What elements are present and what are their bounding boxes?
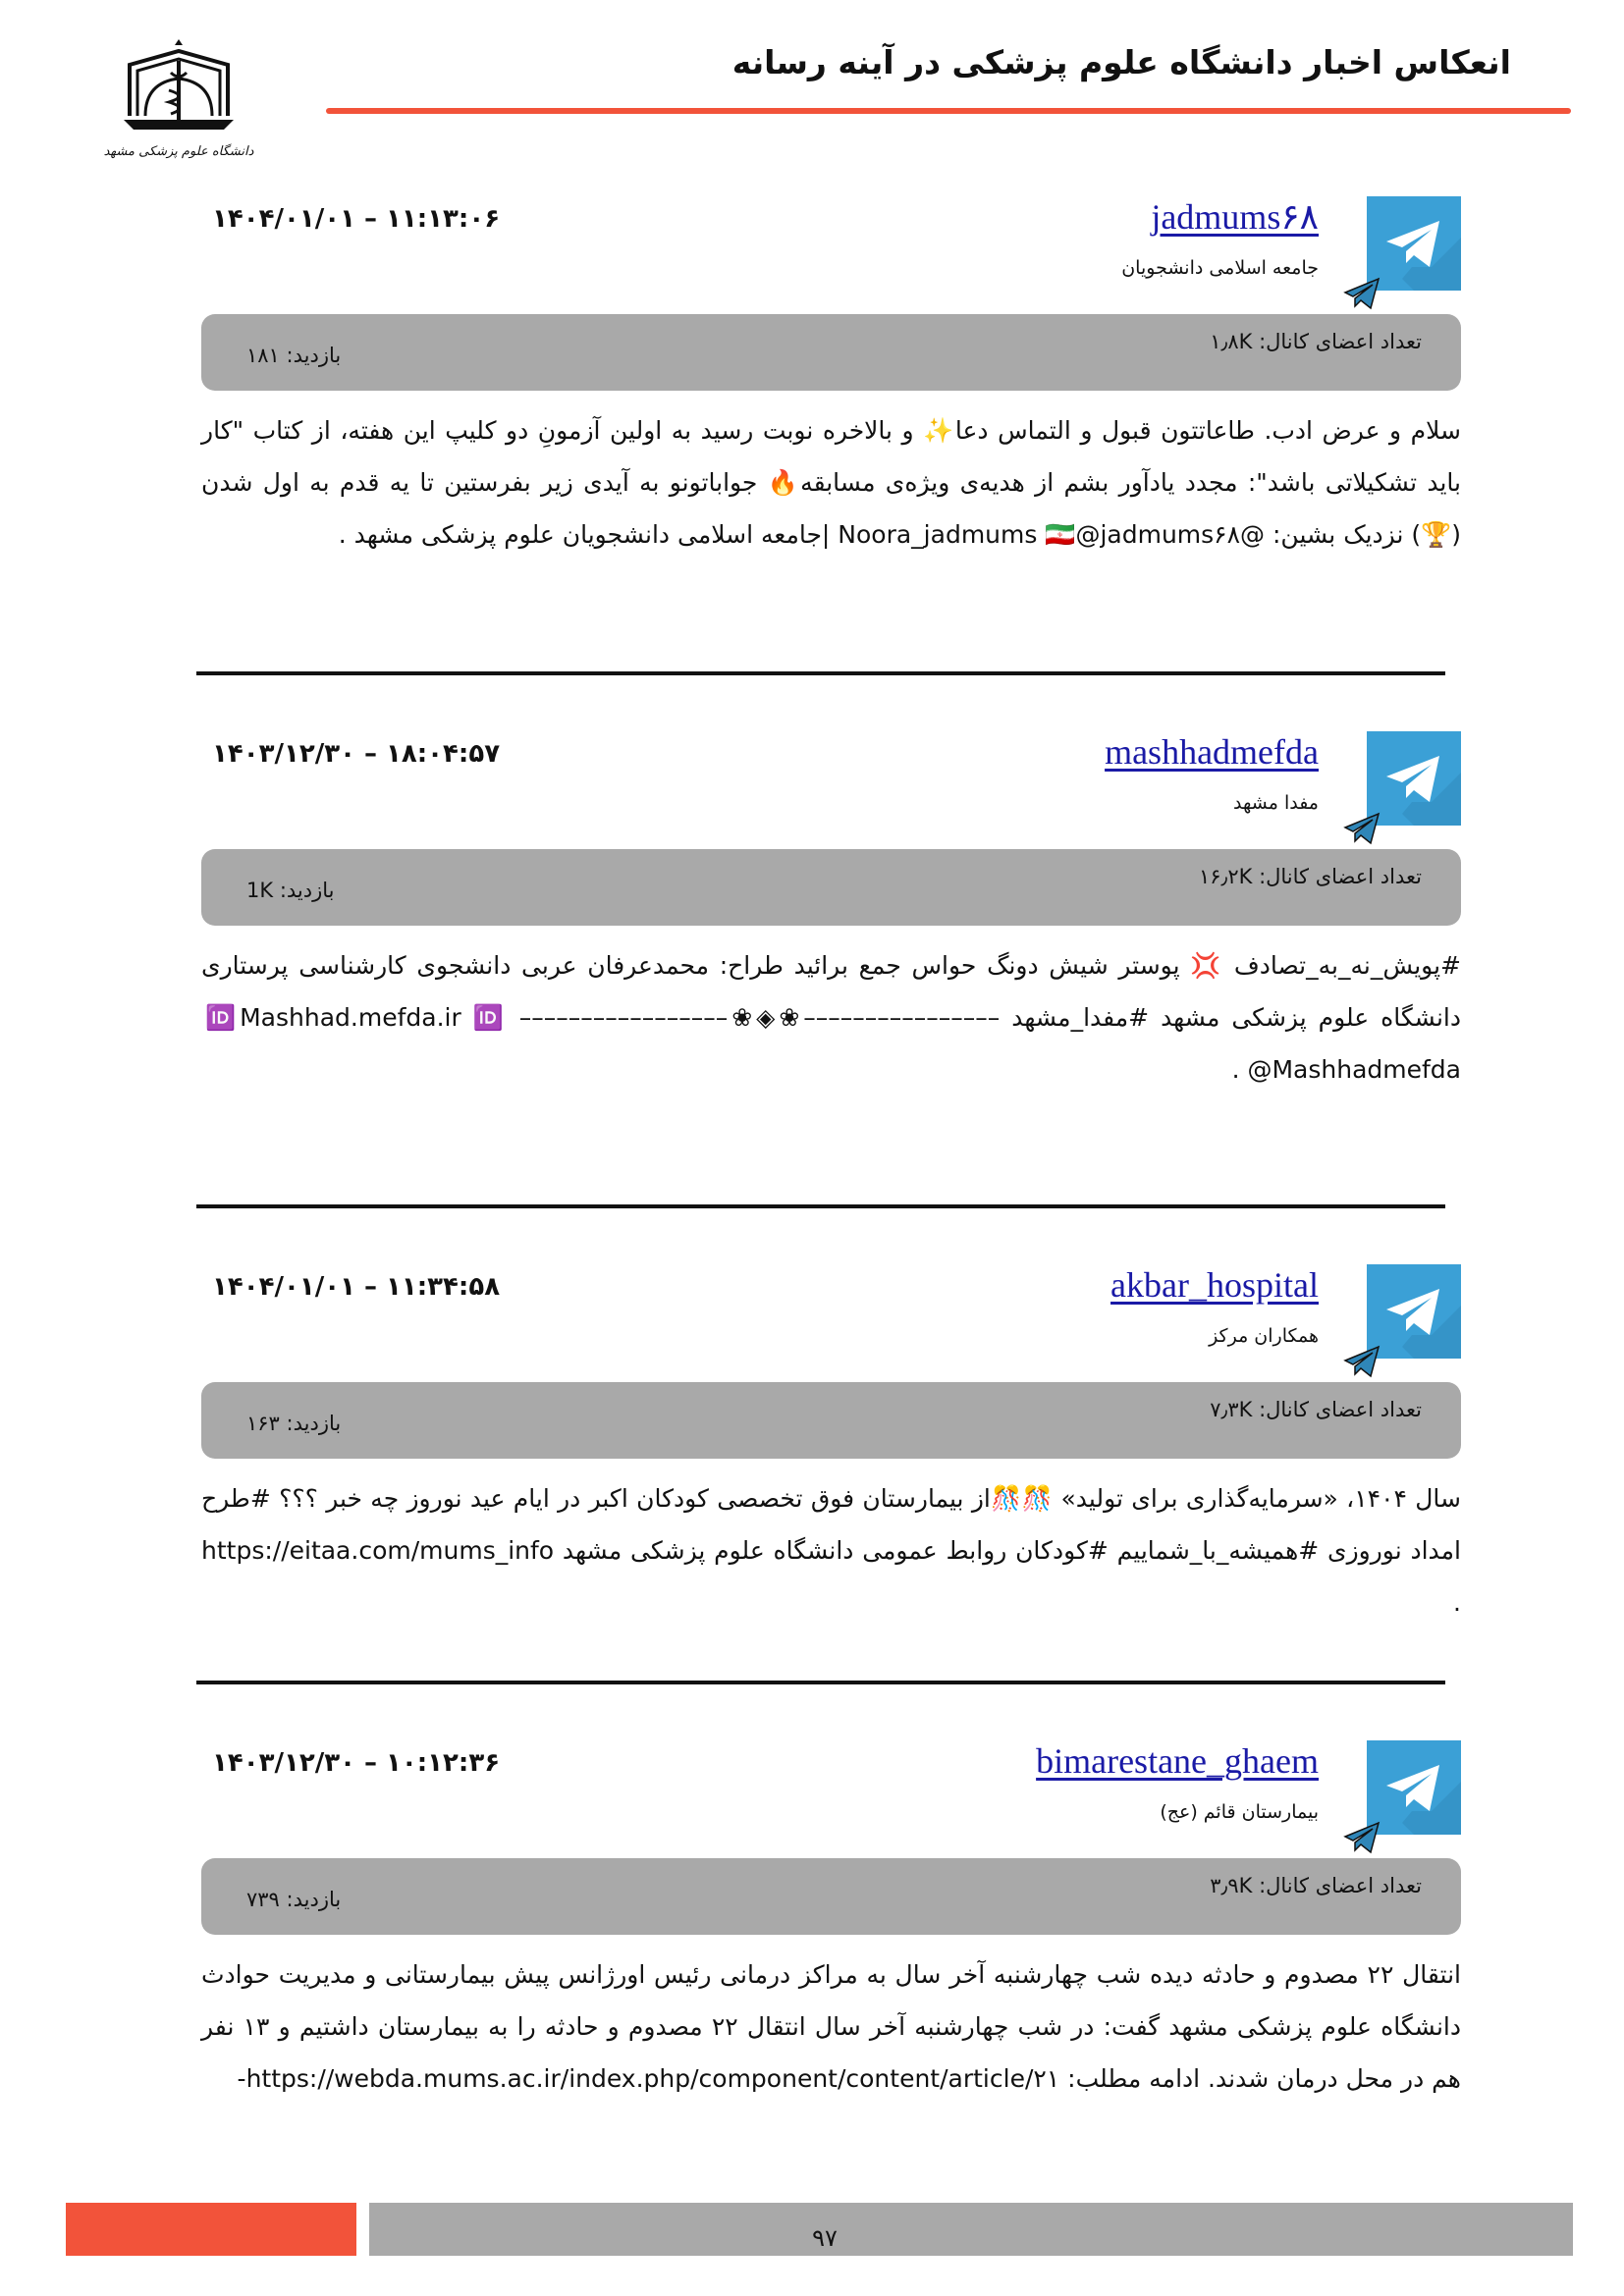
- post-card: [198, 1740, 1461, 2094]
- telegram-icon: [1367, 1264, 1461, 1359]
- member-count: تعداد اعضای کانال: ۷٫۳K: [1210, 1398, 1422, 1421]
- channel-name: همکاران مرکز: [1209, 1325, 1319, 1347]
- post-card: [198, 1264, 1461, 1617]
- channel-name: جامعه اسلامی دانشجویان: [1121, 257, 1319, 279]
- stats-bar: [201, 849, 1461, 926]
- channel-id[interactable]: bimarestane_ghaem: [1036, 1741, 1319, 1781]
- post-datetime: ۱۴۰۴/۰۱/۰۱ – ۱۱:۳۴:۵۸: [212, 1272, 501, 1302]
- view-count: بازدید: 1K: [246, 879, 335, 902]
- post-divider: [196, 1204, 1445, 1208]
- post-datetime: ۱۴۰۳/۱۲/۳۰ – ۱۰:۱۲:۳۶: [212, 1748, 501, 1778]
- post-body: سلام و عرض ادب. طاعاتتون قبول و التماس دعا✨ و بالاخره نوبت رسید به اولین آزمونِ دو کلیپ این هفته، از کتاب "کار باید تشکیلاتی باشد": مجدد یادآور بشم از هدیه‌ی ویژه‌ی مسابقه🔥 جواباتونو به آیدی زیر بفرستین تا یه قدم به اول شدن (🏆) نزدیک بشین: @Noora_jadmums 🇮🇷@jadmums۶۸ |جامعه اسلامی دانشجویان علوم پزشکی مشهد .: [201, 416, 1461, 549]
- page-number: ۹۷: [812, 2224, 838, 2252]
- channel-id[interactable]: jadmums۶۸: [1151, 197, 1319, 237]
- telegram-icon: [1367, 731, 1461, 826]
- member-count: تعداد اعضای کانال: ۳٫۹K: [1210, 1874, 1422, 1897]
- svg-text:دانشگاه علوم پزشکی مشهد: دانشگاه علوم پزشکی مشهد: [103, 144, 254, 159]
- telegram-plane-icon: [1343, 1821, 1380, 1854]
- telegram-plane-icon: [1343, 1345, 1380, 1378]
- view-count: بازدید: ۱۶۳: [246, 1412, 342, 1435]
- member-count: تعداد اعضای کانال: ۱۶٫۲K: [1198, 865, 1422, 888]
- footer-accent-bar: [66, 2203, 356, 2256]
- post-body: سال ۱۴۰۴، «سرمایه‌گذاری برای تولید» 🎊🎊از بیمارستان فوق تخصصی کودکان اکبر در ایام عید نوروز چه خبر ؟؟؟ #طرح امداد نوروزی #همیشه_با_شماییم #کودکان روابط عمومی دانشگاه علوم پزشکی مشهد https://eitaa.com/mums_info .: [201, 1484, 1461, 1617]
- telegram-plane-icon: [1343, 277, 1380, 310]
- post-datetime: ۱۴۰۴/۰۱/۰۱ – ۱۱:۱۳:۰۶: [212, 204, 501, 234]
- channel-id[interactable]: akbar_hospital: [1110, 1265, 1319, 1305]
- stats-bar: [201, 314, 1461, 391]
- footer-bar: [369, 2203, 1573, 2256]
- post-body: #پویش_نه_به_تصادف 💢 پوستر شیش دونگ حواس جمع برائید طراح: محمدعرفان عربی دانشجوی کارشناسی پرستاری دانشگاه علوم پزشکی مشهد #مفدا_مشهد ––––––––––––––––❀◈❀––––––––––––––––– 🆔Mashhad.mefda.ir 🆔 @Mashhadmefda .: [201, 951, 1461, 1084]
- telegram-icon: [1367, 196, 1461, 291]
- stats-bar: [201, 1858, 1461, 1935]
- post-body: انتقال ۲۲ مصدوم و حادثه دیده شب چهارشنبه آخر سال به مراکز درمانی رئیس اورژانس پیش بیمارستانی و مدیریت حوادث دانشگاه علوم پزشکی مشهد گفت: در شب چهارشنبه آخر سال انتقال ۲۲ مصدوم و حادثه را به بیمارستان داشتیم و ۱۳ نفر هم در محل درمان شدند. ادامه مطلب: https://webda.mums.ac.ir/index.php/component/content/article/۲۱-: [201, 1960, 1461, 2093]
- stats-bar: [201, 1382, 1461, 1459]
- post-datetime: ۱۴۰۳/۱۲/۳۰ – ۱۸:۰۴:۵۷: [212, 739, 501, 769]
- channel-name: مفدا مشهد: [1233, 792, 1319, 814]
- member-count: تعداد اعضای کانال: ۱٫۸K: [1210, 330, 1422, 353]
- post-divider: [196, 1681, 1445, 1684]
- post-divider: [196, 671, 1445, 675]
- post-card: [198, 196, 1461, 550]
- channel-name: بیمارستان قائم (عج): [1160, 1801, 1319, 1823]
- view-count: بازدید: ۱۸۱: [246, 344, 342, 367]
- view-count: بازدید: ۷۳۹: [246, 1888, 342, 1911]
- page-title: انعکاس اخبار دانشگاه علوم پزشکی در آینه رسانه: [731, 43, 1511, 81]
- post-card: [198, 731, 1461, 1085]
- telegram-icon: [1367, 1740, 1461, 1835]
- university-logo: [103, 39, 254, 165]
- header-divider: [326, 108, 1571, 114]
- telegram-plane-icon: [1343, 812, 1380, 845]
- channel-id[interactable]: mashhadmefda: [1105, 732, 1319, 772]
